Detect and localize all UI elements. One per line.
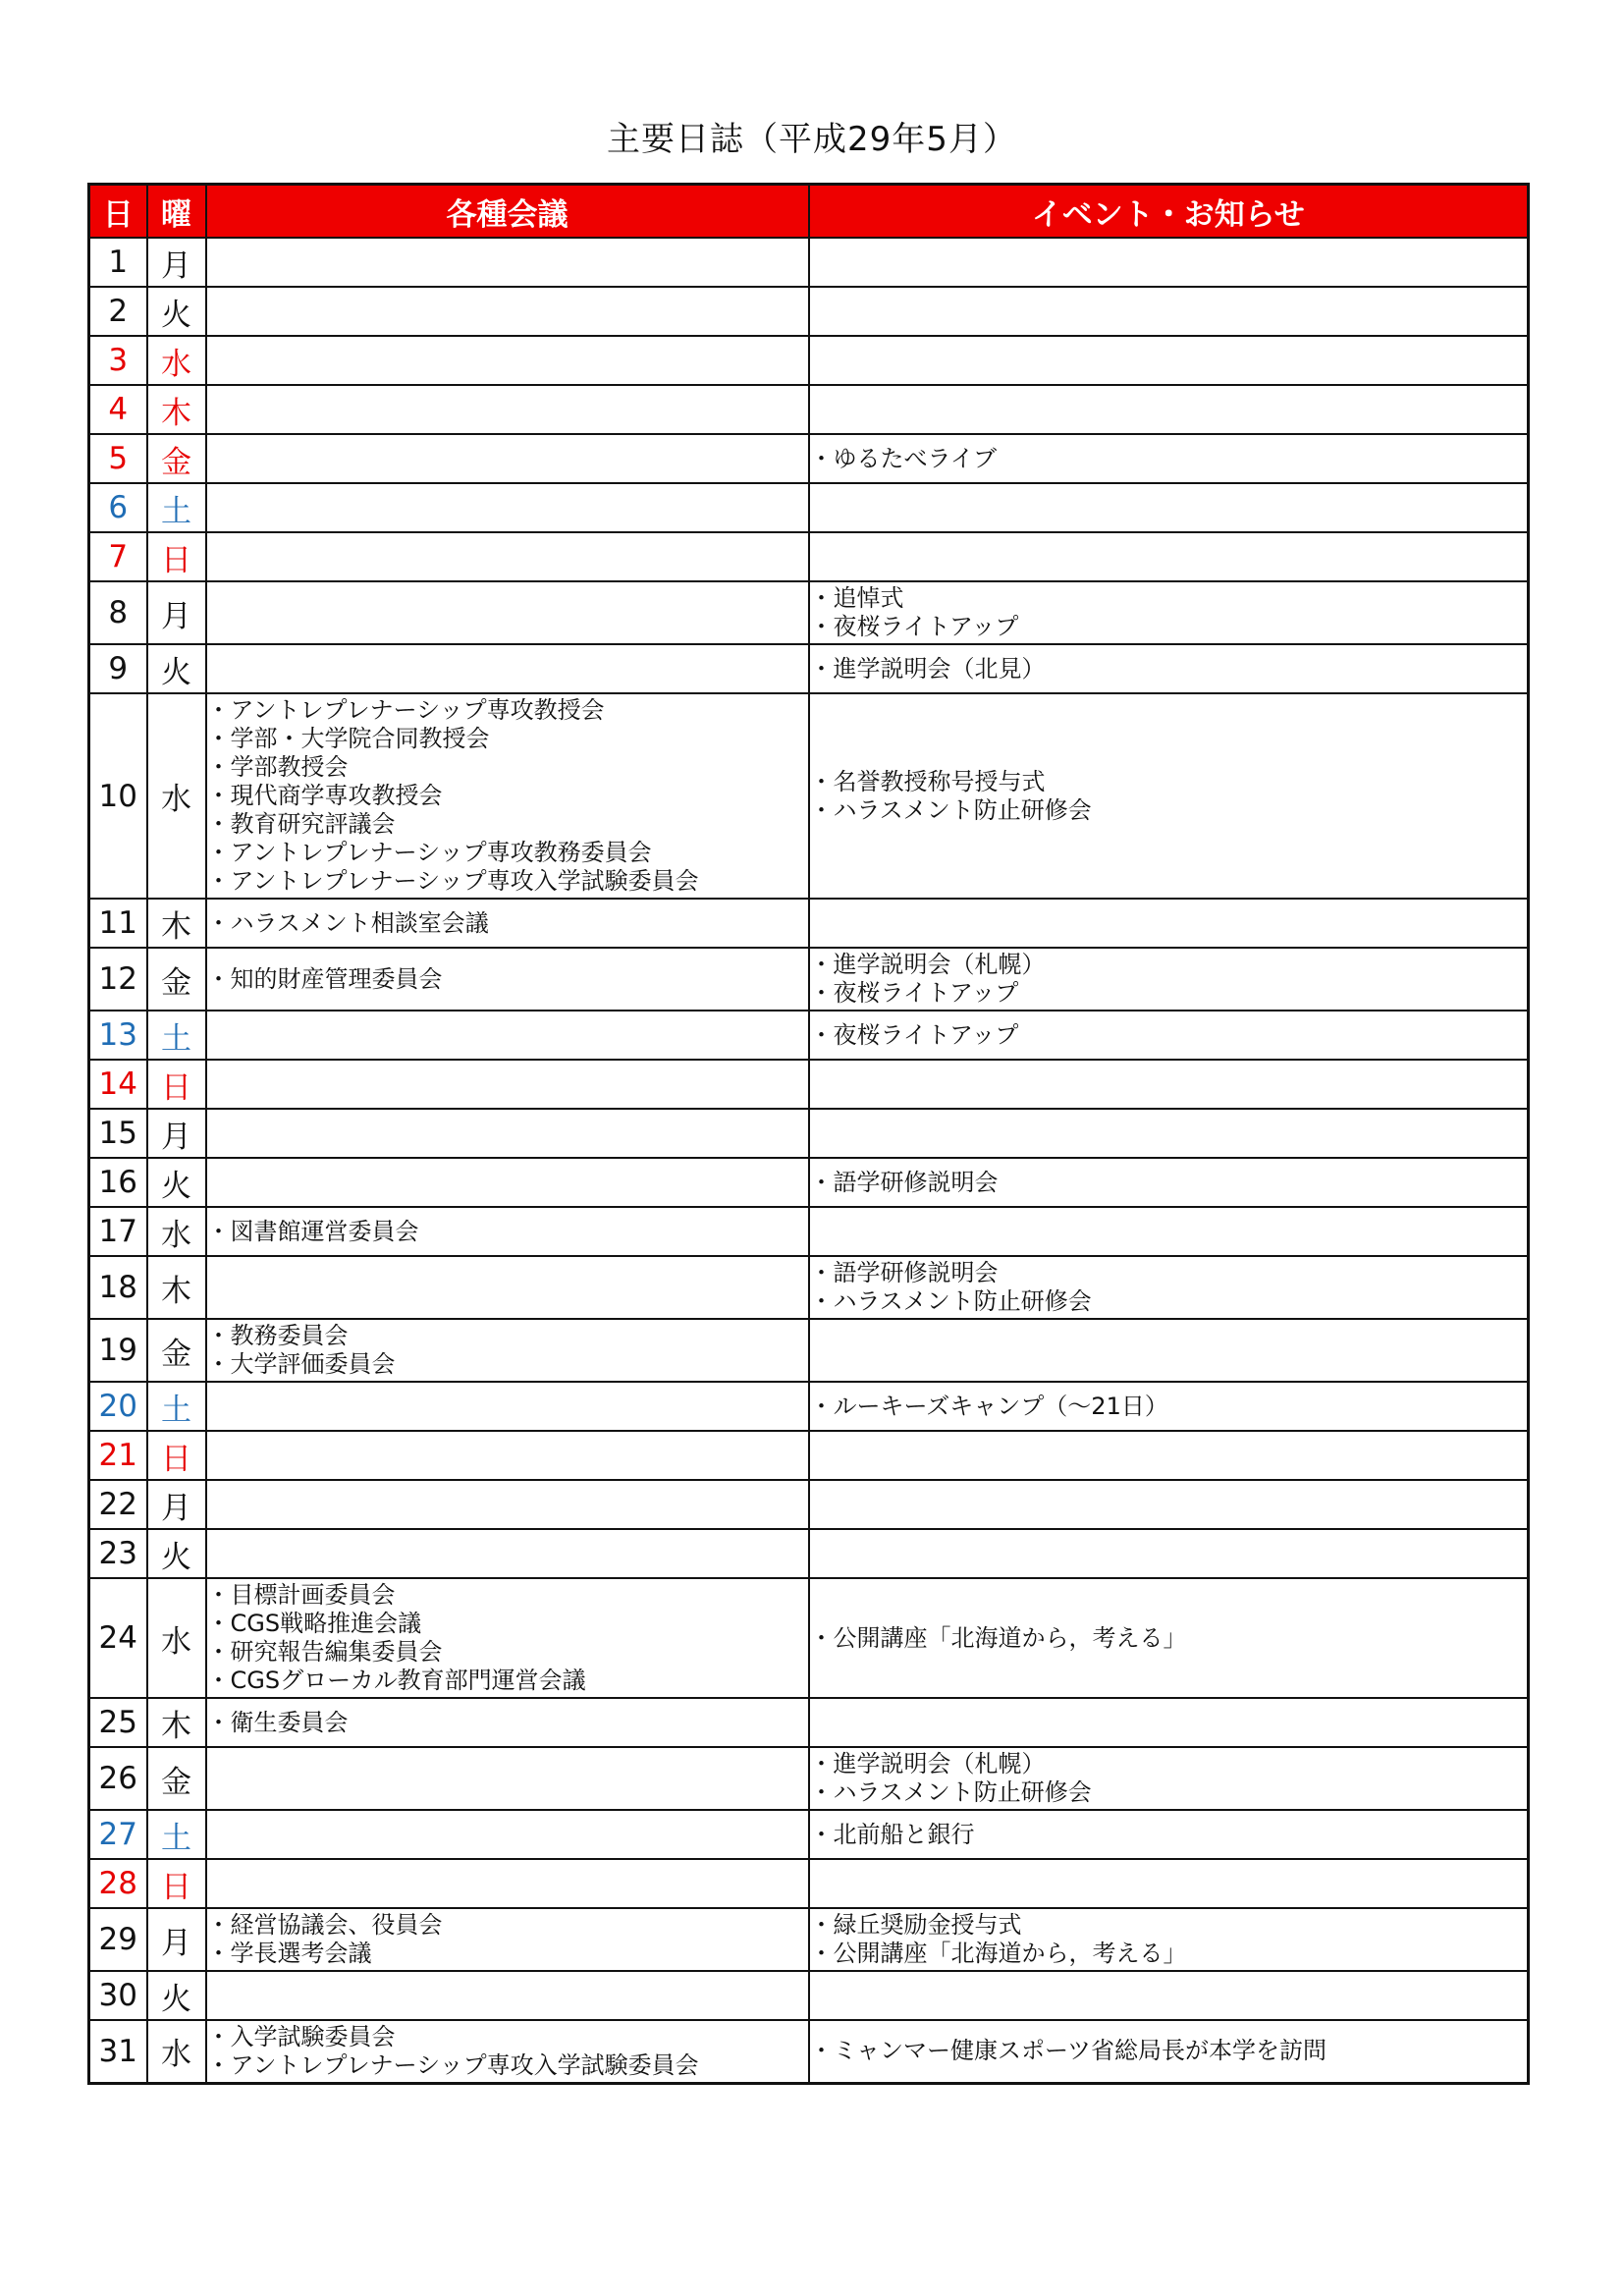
meetings-cell — [206, 1109, 809, 1158]
day-number: 24 — [89, 1578, 147, 1698]
event-item: ・名誉教授称号授与式 — [809, 767, 1046, 795]
table-row — [89, 2020, 1529, 2083]
day-of-week: 水 — [147, 2020, 206, 2083]
day-number: 2 — [89, 287, 147, 336]
table-row — [89, 1431, 1529, 1480]
meeting-item: ・大学評価委員会 — [206, 1350, 396, 1378]
table-row — [89, 385, 1529, 434]
events-cell — [809, 434, 1529, 483]
meetings-cell — [206, 336, 809, 385]
meetings-cell — [206, 1529, 809, 1578]
table-row — [89, 1810, 1529, 1859]
day-of-week: 土 — [147, 1011, 206, 1060]
meetings-cell — [206, 1698, 809, 1747]
events-cell — [809, 1319, 1529, 1382]
day-number: 9 — [89, 644, 147, 693]
event-item: ・ミャンマー健康スポーツ省総局長が本学を訪問 — [809, 2037, 1327, 2065]
events-cell — [809, 1529, 1529, 1578]
events-cell — [809, 1859, 1529, 1908]
day-of-week: 火 — [147, 644, 206, 693]
meeting-item: ・CGS戦略推進会議 — [206, 1610, 422, 1637]
table-row — [89, 948, 1529, 1011]
meeting-item: ・アントレプレナーシップ専攻教務委員会 — [206, 839, 652, 866]
table-row — [89, 1158, 1529, 1207]
events-cell — [809, 2020, 1529, 2083]
header-day: 日 — [89, 185, 147, 239]
day-of-week: 土 — [147, 483, 206, 532]
day-of-week: 月 — [147, 581, 206, 644]
day-of-week: 金 — [147, 948, 206, 1011]
meeting-item: ・現代商学専攻教授会 — [206, 782, 443, 809]
meetings-cell — [206, 1810, 809, 1859]
events-cell — [809, 693, 1529, 899]
table-row — [89, 532, 1529, 581]
table-row — [89, 1859, 1529, 1908]
events-cell — [809, 899, 1529, 948]
event-item: ・夜桜ライトアップ — [809, 613, 1019, 640]
events-cell — [809, 1060, 1529, 1109]
events-cell — [809, 1207, 1529, 1256]
day-of-week: 水 — [147, 1207, 206, 1256]
day-of-week: 土 — [147, 1382, 206, 1431]
day-of-week: 土 — [147, 1810, 206, 1859]
events-cell — [809, 287, 1529, 336]
event-item: ・緑丘奨励金授与式 — [809, 1911, 1022, 1939]
event-item: ・ハラスメント防止研修会 — [809, 1778, 1092, 1806]
day-number: 18 — [89, 1256, 147, 1319]
meetings-cell — [206, 385, 809, 434]
table-row — [89, 1011, 1529, 1060]
event-item: ・進学説明会（北見） — [809, 654, 1046, 683]
events-cell — [809, 1971, 1529, 2020]
day-of-week: 日 — [147, 532, 206, 581]
table-row — [89, 1747, 1529, 1810]
day-of-week: 火 — [147, 287, 206, 336]
meetings-cell — [206, 644, 809, 693]
event-item: ・進学説明会（札幌） — [809, 951, 1046, 978]
events-cell — [809, 1011, 1529, 1060]
meetings-cell — [206, 532, 809, 581]
meetings-cell — [206, 1382, 809, 1431]
day-number: 26 — [89, 1747, 147, 1810]
meeting-item: ・ハラスメント相談室会議 — [206, 908, 489, 937]
meeting-item: ・教育研究評議会 — [206, 810, 396, 838]
table-row — [89, 1109, 1529, 1158]
table-row — [89, 483, 1529, 532]
day-number: 6 — [89, 483, 147, 532]
meetings-cell — [206, 1908, 809, 1971]
table-row — [89, 1480, 1529, 1529]
day-of-week: 月 — [147, 1109, 206, 1158]
day-of-week: 日 — [147, 1431, 206, 1480]
day-number: 12 — [89, 948, 147, 1011]
day-of-week: 木 — [147, 385, 206, 434]
events-cell — [809, 336, 1529, 385]
day-of-week: 木 — [147, 1698, 206, 1747]
table-row — [89, 1319, 1529, 1382]
meetings-cell — [206, 1207, 809, 1256]
day-number: 23 — [89, 1529, 147, 1578]
table-row — [89, 581, 1529, 644]
meetings-cell — [206, 1060, 809, 1109]
meetings-cell — [206, 1319, 809, 1382]
meetings-cell — [206, 1747, 809, 1810]
events-cell — [809, 532, 1529, 581]
day-number: 20 — [89, 1382, 147, 1431]
day-of-week: 金 — [147, 1747, 206, 1810]
events-cell — [809, 483, 1529, 532]
event-item: ・追悼式 — [809, 584, 904, 612]
meeting-item: ・アントレプレナーシップ専攻入学試験委員会 — [206, 867, 699, 895]
day-number: 3 — [89, 336, 147, 385]
meeting-item: ・目標計画委員会 — [206, 1581, 396, 1609]
meeting-item: ・学長選考会議 — [206, 1940, 372, 1967]
event-item: ・語学研修説明会 — [809, 1168, 999, 1196]
events-cell — [809, 1908, 1529, 1971]
table-row — [89, 336, 1529, 385]
day-number: 15 — [89, 1109, 147, 1158]
day-of-week: 木 — [147, 899, 206, 948]
day-number: 1 — [89, 238, 147, 287]
event-item: ・夜桜ライトアップ — [809, 1020, 1019, 1049]
meeting-item: ・研究報告編集委員会 — [206, 1638, 443, 1666]
day-of-week: 火 — [147, 1971, 206, 2020]
day-number: 5 — [89, 434, 147, 483]
events-cell — [809, 238, 1529, 287]
meeting-item: ・アントレプレナーシップ専攻入学試験委員会 — [206, 2050, 699, 2079]
day-of-week: 火 — [147, 1529, 206, 1578]
day-number: 13 — [89, 1011, 147, 1060]
table-row — [89, 238, 1529, 287]
day-of-week: 火 — [147, 1158, 206, 1207]
table-row — [89, 644, 1529, 693]
day-of-week: 水 — [147, 693, 206, 899]
meetings-cell — [206, 899, 809, 948]
event-item: ・ハラスメント防止研修会 — [809, 795, 1092, 824]
meeting-item: ・学部教授会 — [206, 753, 349, 781]
meeting-item: ・入学試験委員会 — [206, 2022, 396, 2050]
page-title: 主要日誌（平成29年5月） — [607, 120, 1017, 159]
event-item: ・北前船と銀行 — [809, 1820, 975, 1848]
event-item: ・夜桜ライトアップ — [809, 979, 1019, 1007]
day-of-week: 日 — [147, 1859, 206, 1908]
header-meetings: 各種会議 — [206, 185, 809, 239]
meetings-cell — [206, 238, 809, 287]
event-item: ・進学説明会（札幌） — [809, 1750, 1046, 1777]
day-number: 28 — [89, 1859, 147, 1908]
day-number: 14 — [89, 1060, 147, 1109]
day-number: 31 — [89, 2020, 147, 2083]
events-cell — [809, 948, 1529, 1011]
day-number: 22 — [89, 1480, 147, 1529]
meeting-item: ・知的財産管理委員会 — [206, 964, 443, 993]
meeting-item: ・経営協議会、役員会 — [206, 1911, 443, 1939]
diary-body — [89, 238, 1529, 2083]
table-row — [89, 434, 1529, 483]
events-cell — [809, 1109, 1529, 1158]
meetings-cell — [206, 1578, 809, 1698]
event-item: ・語学研修説明会 — [809, 1259, 999, 1286]
event-item: ・ゆるたべライブ — [809, 444, 998, 472]
meeting-item: ・図書館運営委員会 — [206, 1217, 419, 1245]
day-number: 7 — [89, 532, 147, 581]
table-row — [89, 1207, 1529, 1256]
events-cell — [809, 1158, 1529, 1207]
meetings-cell — [206, 1971, 809, 2020]
meeting-item: ・アントレプレナーシップ専攻教授会 — [206, 696, 605, 724]
meetings-cell — [206, 948, 809, 1011]
day-number: 8 — [89, 581, 147, 644]
events-cell — [809, 644, 1529, 693]
meetings-cell — [206, 1158, 809, 1207]
day-number: 19 — [89, 1319, 147, 1382]
header-dow: 曜 — [147, 185, 206, 239]
table-row — [89, 1908, 1529, 1971]
day-number: 16 — [89, 1158, 147, 1207]
table-row — [89, 1256, 1529, 1319]
day-of-week: 日 — [147, 1060, 206, 1109]
diary-table — [87, 183, 1530, 2085]
day-number: 30 — [89, 1971, 147, 2020]
day-of-week: 月 — [147, 238, 206, 287]
events-cell — [809, 581, 1529, 644]
table-row — [89, 693, 1529, 899]
meetings-cell — [206, 693, 809, 899]
table-row — [89, 1698, 1529, 1747]
header-events: イベント・お知らせ — [809, 185, 1529, 239]
day-of-week: 金 — [147, 1319, 206, 1382]
day-number: 10 — [89, 693, 147, 899]
meeting-item: ・CGSグローカル教育部門運営会議 — [206, 1667, 586, 1694]
events-cell — [809, 1747, 1529, 1810]
day-number: 25 — [89, 1698, 147, 1747]
meetings-cell — [206, 1859, 809, 1908]
table-row — [89, 1529, 1529, 1578]
table-row — [89, 899, 1529, 948]
day-number: 29 — [89, 1908, 147, 1971]
events-cell — [809, 1578, 1529, 1698]
day-number: 4 — [89, 385, 147, 434]
events-cell — [809, 1698, 1529, 1747]
table-row — [89, 1578, 1529, 1698]
meetings-cell — [206, 2020, 809, 2083]
day-number: 27 — [89, 1810, 147, 1859]
day-number: 21 — [89, 1431, 147, 1480]
day-of-week: 金 — [147, 434, 206, 483]
day-number: 11 — [89, 899, 147, 948]
day-number: 17 — [89, 1207, 147, 1256]
meetings-cell — [206, 434, 809, 483]
meetings-cell — [206, 1431, 809, 1480]
day-of-week: 月 — [147, 1908, 206, 1971]
meeting-item: ・学部・大学院合同教授会 — [206, 725, 490, 752]
table-row — [89, 1382, 1529, 1431]
events-cell — [809, 1431, 1529, 1480]
event-item: ・ハラスメント防止研修会 — [809, 1287, 1092, 1315]
day-of-week: 水 — [147, 336, 206, 385]
table-row — [89, 287, 1529, 336]
meetings-cell — [206, 287, 809, 336]
events-cell — [809, 1382, 1529, 1431]
event-item: ・公開講座「北海道から，考える」 — [809, 1623, 1187, 1652]
meetings-cell — [206, 1480, 809, 1529]
events-cell — [809, 1256, 1529, 1319]
day-of-week: 水 — [147, 1578, 206, 1698]
day-of-week: 木 — [147, 1256, 206, 1319]
meetings-cell — [206, 581, 809, 644]
table-row — [89, 1971, 1529, 2020]
event-item: ・公開講座「北海道から，考える」 — [809, 1940, 1187, 1967]
table-row — [89, 1060, 1529, 1109]
events-cell — [809, 1810, 1529, 1859]
events-cell — [809, 385, 1529, 434]
events-cell — [809, 1480, 1529, 1529]
meetings-cell — [206, 1256, 809, 1319]
day-of-week: 月 — [147, 1480, 206, 1529]
meeting-item: ・教務委員会 — [206, 1322, 349, 1349]
meeting-item: ・衛生委員会 — [206, 1708, 349, 1736]
meetings-cell — [206, 1011, 809, 1060]
event-item: ・ルーキーズキャンプ（～21日） — [809, 1392, 1168, 1420]
header-row — [89, 185, 1529, 239]
meetings-cell — [206, 483, 809, 532]
